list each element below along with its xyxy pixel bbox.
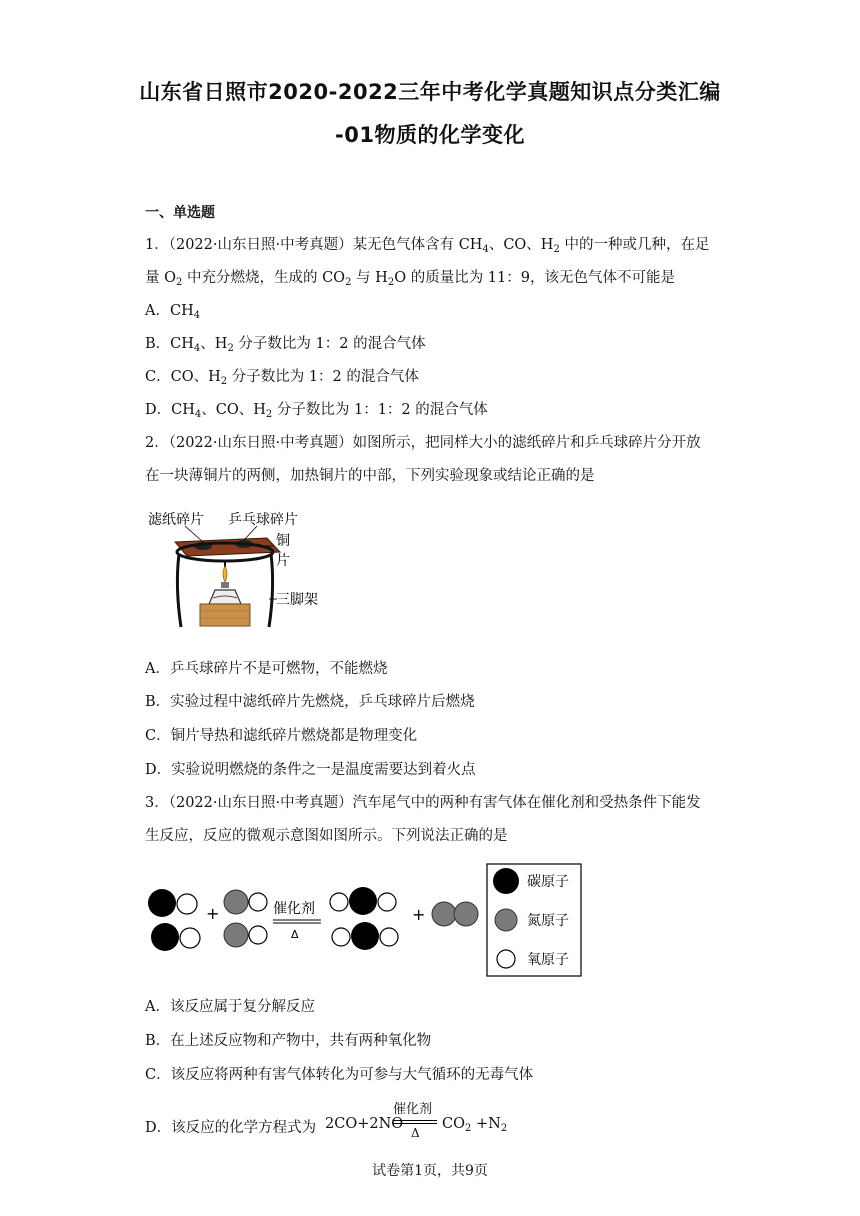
legend-oxygen-label: 氧原子	[527, 952, 569, 968]
oxygen-atom	[330, 893, 348, 911]
carbon-atom	[148, 889, 176, 917]
equation-heat: Δ	[411, 1126, 420, 1140]
page-title-line1: 山东省日照市2020-2022三年中考化学真题知识点分类汇编	[139, 80, 721, 104]
tripod-leg-left	[177, 554, 181, 627]
q1-stem-line2: 量 $O_2$ 中充分燃烧，生成的 $CO_2$ 与 $H_2O$ 的质量比为 11：9，该无色气体不可能是	[145, 270, 675, 288]
q2-stem-line1: 2．（2022·山东日照·中考真题）如图所示，把同样大小的滤纸碎片和乒乓球碎片分开放	[145, 435, 701, 451]
q3-option-c: C．该反应将两种有害气体转化为可参与大气循环的无毒气体	[145, 1067, 534, 1083]
label-tripod: 三脚架	[276, 592, 318, 608]
nitrogen-atom	[432, 902, 456, 926]
legend-oxygen-symbol	[497, 950, 515, 968]
q3-option-d-prefix: D．该反应的化学方程式为	[145, 1120, 317, 1136]
q2-option-d: D．实验说明燃烧的条件之一是温度需要达到着火点	[145, 762, 476, 778]
legend-nitrogen-symbol	[495, 909, 517, 931]
label-pingpong: 乒乓球碎片	[228, 512, 298, 528]
reaction-microscopic-diagram	[145, 862, 585, 980]
label-filter-paper: 滤纸碎片	[148, 512, 204, 528]
plus-sign: +	[206, 904, 220, 923]
carbon-atom	[349, 887, 377, 915]
q3-option-d	[145, 1098, 565, 1146]
q1-option-c: C．CO、$H_2$ 分子数比为 1：2 的混合气体	[145, 369, 419, 387]
oxygen-atom	[378, 893, 396, 911]
q3-stem-line2: 生反应，反应的微观示意图如图所示。下列说法正确的是	[145, 828, 508, 844]
q2-option-c: C．铜片导热和滤纸碎片燃烧都是物理变化	[145, 728, 418, 744]
oxygen-atom	[332, 928, 350, 946]
label-copper-1: 铜	[276, 533, 290, 549]
legend-carbon-symbol	[493, 868, 519, 894]
wood-block	[200, 604, 250, 626]
page-footer: 试卷第1页，共9页	[372, 1163, 488, 1179]
q1-option-d: D．$CH_4$、CO、$H_2$ 分子数比为 1：1：2 的混合气体	[145, 402, 488, 420]
q3-stem-line1: 3．（2022·山东日照·中考真题）汽车尾气中的两种有害气体在催化剂和受热条件下能发	[145, 795, 701, 811]
q2-option-b: B．实验过程中滤纸碎片先燃烧，乒乓球碎片后燃烧	[145, 694, 475, 710]
heat-label: Δ	[291, 928, 299, 941]
equation-catalyst: 催化剂	[393, 1102, 433, 1117]
label-copper-2: 片	[276, 553, 290, 569]
q1-option-b: B．$CH_4$、$H_2$ 分子数比为 1：2 的混合气体	[145, 336, 426, 354]
lamp-wick-holder	[221, 582, 229, 588]
flame	[223, 566, 227, 582]
oxygen-atom	[380, 928, 398, 946]
legend-nitrogen-label: 氮原子	[527, 913, 569, 929]
nitrogen-atom	[454, 902, 478, 926]
carbon-atom	[151, 923, 179, 951]
q2-stem-line2: 在一块薄铜片的两侧，加热铜片的中部，下列实验现象或结论正确的是	[145, 468, 595, 484]
catalyst-label: 催化剂	[273, 901, 315, 917]
equation-right: $CO_2 +N_2$	[442, 1116, 508, 1134]
oxygen-atom	[180, 928, 200, 948]
section-heading: 一、单选题	[145, 205, 215, 221]
legend-carbon-label: 碳原子	[527, 874, 569, 890]
equation-left: 2CO+2NO	[325, 1116, 404, 1132]
oxygen-atom	[249, 893, 267, 911]
plus-sign: +	[412, 905, 426, 924]
combustion-experiment-figure	[145, 502, 330, 632]
q3-option-b: B．在上述反应物和产物中，共有两种氧化物	[145, 1033, 432, 1049]
page-title-line2: -01物质的化学变化	[335, 123, 525, 147]
nitrogen-atom	[224, 923, 248, 947]
q2-option-a: A．乒乓球碎片不是可燃物，不能燃烧	[145, 661, 388, 677]
q1-option-a: A．$CH_4$	[145, 303, 201, 321]
nitrogen-atom	[224, 890, 248, 914]
q3-option-a: A．该反应属于复分解反应	[145, 999, 315, 1015]
alcohol-lamp	[209, 590, 241, 604]
oxygen-atom	[177, 894, 197, 914]
tripod-leg-right	[269, 554, 273, 627]
q1-stem-line1: 1．（2022·山东日照·中考真题）某无色气体含有 $CH_4$、CO、$H_2$ 中的一种或几种，在足	[145, 237, 710, 255]
oxygen-atom	[249, 926, 267, 944]
carbon-atom	[351, 922, 379, 950]
